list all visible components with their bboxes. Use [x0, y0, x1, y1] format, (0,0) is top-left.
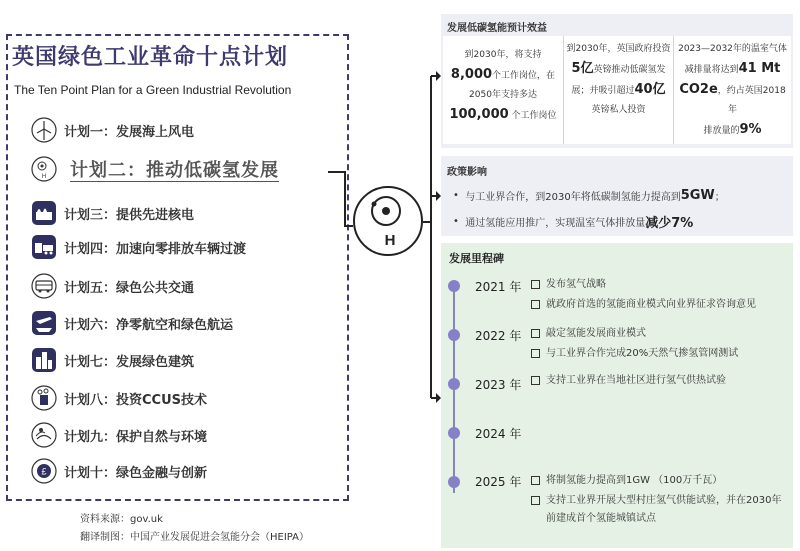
policy-box [441, 156, 793, 236]
checkbox-icon [531, 349, 540, 358]
plan-item-6 [30, 309, 233, 337]
plan-label: 计划三：提供先进核电 [64, 207, 195, 223]
building-icon [30, 346, 58, 374]
milestone-item: 支持工业界在当地社区进行氢气供热试验 [531, 372, 789, 390]
electric-vehicle-icon [30, 233, 58, 261]
svg-text:H: H [41, 174, 47, 180]
benefit-investment: 到2030年，英国政府投资 5亿英镑推动低碳氢发 展；并吸引超过40亿 英镑私人投资 [563, 36, 673, 144]
hydrogen-letter: H [384, 232, 396, 249]
milestones-title: 发展里程碑 [449, 252, 504, 265]
timeline-dot [448, 476, 460, 488]
page-title: 英国绿色工业革命十点计划 [12, 45, 289, 70]
milestone-item: 与工业界合作完成20%天然气掺氢管网测试 [531, 345, 789, 363]
plan-label: 计划九：保护自然与环境 [64, 429, 208, 445]
milestone-item: 将制氢能力提高到1GW （100万千瓦） [531, 472, 789, 490]
milestone-year: 2021 年 [475, 280, 522, 294]
policy-header: 政策影响 [447, 167, 487, 178]
policy-item: • 与工业界合作，到2030年将低碳制氢能力提高到 5GW ； [453, 187, 725, 203]
plan-label: 计划八：投资CCUS技术 [64, 392, 208, 408]
benefit-emissions: 2023—2032年的温室气体 减排量将达到41 Mt CO2e，约占英国2018年 排放量的9% [673, 36, 791, 144]
checkbox-icon [531, 376, 540, 385]
benefits-header: 发展低碳氢能预计效益 [447, 23, 547, 34]
benefits-box [441, 14, 793, 148]
checkbox-icon [531, 496, 540, 505]
plan-item-8 [30, 384, 207, 412]
plan-item-2 [30, 155, 279, 183]
milestone-year: 2023 年 [475, 378, 522, 392]
plan-item-10 [30, 457, 207, 485]
svg-text:£: £ [41, 466, 47, 477]
page-subtitle: The Ten Point Plan for a Green Industrial Revolution [14, 83, 292, 97]
checkbox-icon [531, 280, 540, 289]
hydrogen-atom-icon [369, 194, 403, 228]
plan-label: 计划五：绿色公共交通 [64, 280, 195, 296]
finance-icon [30, 457, 58, 485]
checkbox-icon [531, 300, 540, 309]
plan-item-9 [30, 421, 207, 449]
timeline-dot [448, 378, 460, 390]
milestone-year: 2025 年 [475, 475, 522, 489]
credit-note: 翻译制图：中国产业发展促进会氢能分会（HEIPA） [80, 532, 310, 543]
milestone-item: 支持工业界开展大型村庄氢气供能试验，并在2030年前建成首个氢能城镇试点 [531, 492, 789, 528]
timeline-dot [448, 280, 460, 292]
plan-item-1 [30, 116, 194, 144]
benefit-jobs: 到2030年，将支持 8,000个工作岗位，在 2050年支持多达 100,000 个工作岗位 [449, 50, 557, 122]
nature-icon [30, 421, 58, 449]
plan-item-5 [30, 272, 194, 300]
timeline-dot [448, 427, 460, 439]
plan-label: 计划六：净零航空和绿色航运 [64, 317, 234, 333]
timeline-dot [448, 329, 460, 341]
milestones-box [441, 243, 793, 548]
ccus-icon [30, 384, 58, 412]
milestone-year: 2022 年 [475, 329, 522, 343]
plan-item-4 [30, 233, 246, 261]
plan-label: 计划一：发展海上风电 [64, 124, 195, 140]
nuclear-plant-icon [30, 199, 58, 227]
plan-item-3 [30, 199, 194, 227]
checkbox-icon [531, 476, 540, 485]
milestone-item: 就政府首选的氢能商业模式向业界征求咨询意见 [531, 296, 789, 314]
bus-icon [30, 272, 58, 300]
policy-item: • 通过氢能应用推广，实现温室气体排放量 减少7% [453, 215, 694, 231]
hydrogen-symbol [353, 186, 423, 256]
milestone-item: 敲定氢能发展商业模式 [531, 325, 789, 343]
plan-label: 计划七：发展绿色建筑 [64, 354, 195, 370]
plan-label: 计划十：绿色金融与创新 [64, 465, 208, 481]
source-note: 资料来源：gov.uk [80, 514, 163, 525]
plan-label: 计划二：推动低碳氢发展 [70, 160, 279, 181]
wind-turbine-icon [30, 116, 58, 144]
plan-label: 计划四：加速向零排放车辆过渡 [64, 241, 247, 257]
checkbox-icon [531, 329, 540, 338]
plan-item-7 [30, 346, 194, 374]
plane-ship-icon [30, 309, 58, 337]
hydrogen-icon [30, 155, 58, 183]
milestone-year: 2024 年 [475, 427, 522, 441]
milestone-item: 发布氢气战略 [531, 276, 789, 294]
